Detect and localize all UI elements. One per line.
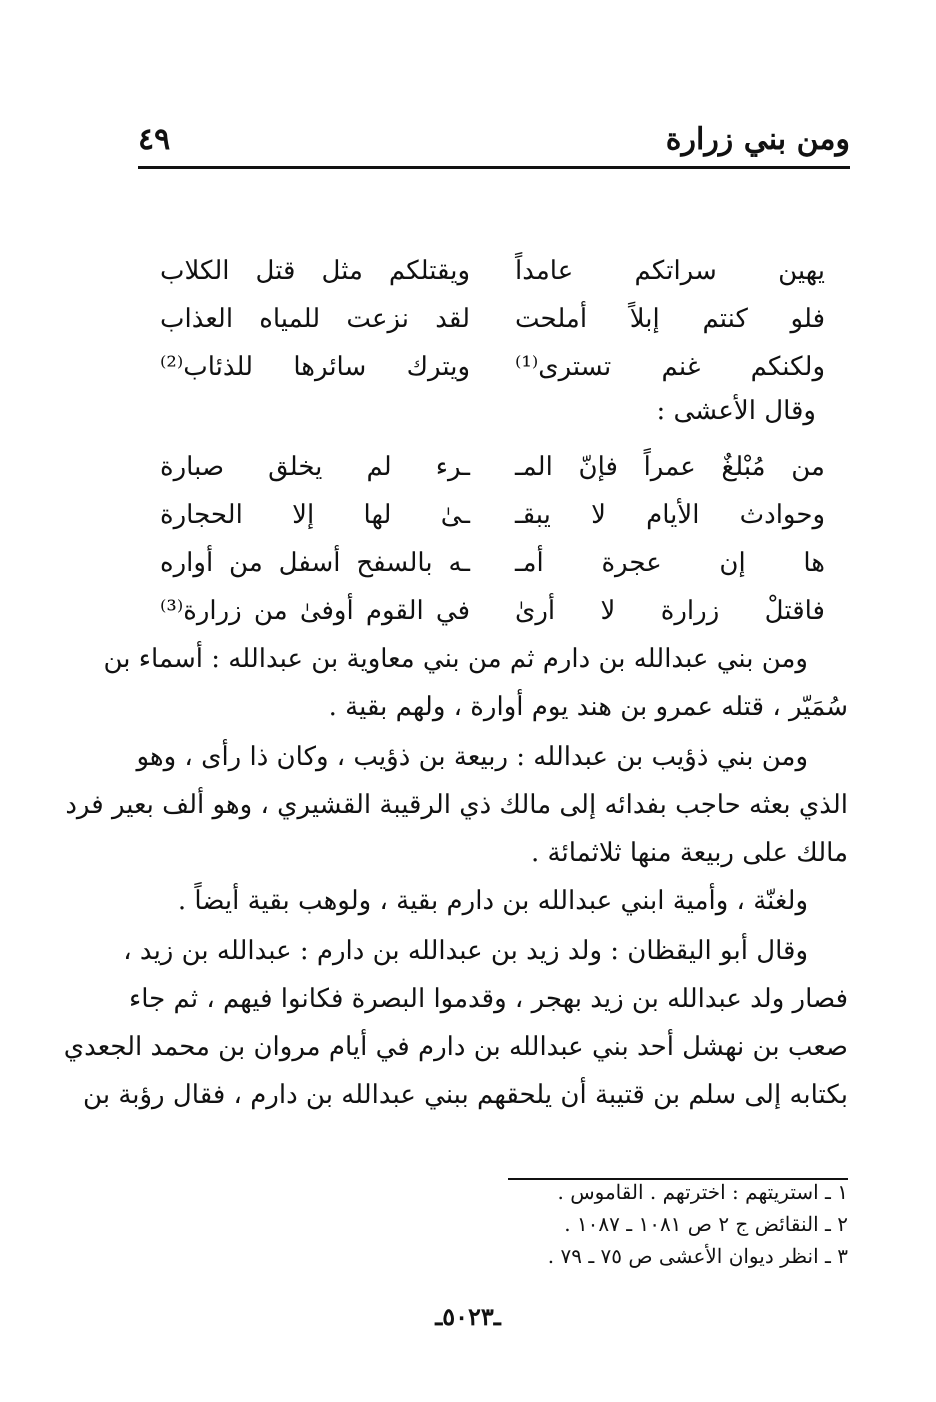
verse-first-hemistich: ها إن عجرة أمـ (515, 548, 825, 578)
prose-line: الذي بعثه حاجب بفدائه إلى مالك ذي الرقيبة القشيري ، وهو ألف بعير فرد (65, 790, 848, 820)
prose-line: سُمَيّر ، قتله عمرو بن هند يوم أوارة ، ولهم بقية . (328, 692, 848, 722)
verse-line (160, 298, 825, 344)
verse-first-hemistich: فاقتلْ زرارة لا أرىٰ (515, 596, 825, 626)
verse-second-hemistich: ويقتلكم مثل قتل الكلاب (160, 256, 470, 286)
page-header (138, 118, 850, 166)
prose-line: بكتابه إلى سلم بن قتيبة أن يلحقهم ببني عبدالله بن دارم ، فقال رؤبة بن (83, 1080, 848, 1110)
verse-first-hemistich: ولكنكم غنم تسترى⁽¹⁾ (515, 352, 825, 382)
verse-line (160, 346, 825, 392)
verse-second-hemistich: ويترك سائرها للذئاب⁽²⁾ (160, 352, 470, 382)
running-title: ومن بني زرارة (665, 122, 850, 157)
footnote: ١ ـ استريتهم : اخترتهم . القاموس . (557, 1180, 848, 1204)
verse-first-hemistich: يهين سراتكم عامداً (515, 256, 825, 286)
poem-intro: وقال الأعشى : (656, 396, 816, 426)
prose-line: ولغنّة ، وأمية ابني عبدالله بن دارم بقية ، ولوهب بقية أيضاً . (177, 886, 808, 916)
verse-second-hemistich: لقد نزعت للمياه العذاب (160, 304, 470, 334)
verse-second-hemistich: ـه بالسفح أسفل من أواره (160, 548, 470, 578)
prose-line: صعب بن نهشل أحد بني عبدالله بن دارم في أيام مروان بن محمد الجعدي (63, 1032, 848, 1062)
volume-page-number: ـ٥٠٢٣ـ (435, 1302, 501, 1331)
prose-line: وقال أبو اليقظان : ولد زيد بن عبدالله بن دارم : عبدالله بن زيد ، (123, 936, 808, 966)
prose-line: ومن بني ذؤيب بن عبدالله : ربيعة بن ذؤيب ، وكان ذا رأى ، وهو (136, 742, 808, 772)
verse-line (160, 494, 825, 540)
verse-second-hemistich: ـرء لم يخلق صبارة (160, 452, 470, 482)
prose-line: مالك على ربيعة منها ثلاثمائة . (531, 838, 848, 868)
verse-line (160, 250, 825, 296)
verse-second-hemistich: ـىٰ لها إلا الحجارة (160, 500, 470, 530)
verse-second-hemistich: في القوم أوفىٰ من زرارة⁽³⁾ (160, 596, 470, 626)
footnote: ٢ ـ النقائض ج ٢ ص ١٠٨١ ـ ١٠٨٧ . (564, 1212, 848, 1236)
verse-first-hemistich: فلو كنتم إبلاً أملحت (515, 304, 825, 334)
footnote: ٣ ـ انظر ديوان الأعشى ص ٧٥ ـ ٧٩ . (547, 1244, 848, 1268)
page-number: ٤٩ (138, 122, 171, 157)
header-rule (138, 166, 850, 169)
verse-line (160, 590, 825, 636)
verse-first-hemistich: من مُبْلغٌ عمراً فإنّ المـ (515, 452, 825, 482)
verse-line (160, 542, 825, 588)
prose-line: فصار ولد عبدالله بن زيد بهجر ، وقدموا البصرة فكانوا فيهم ، ثم جاء (129, 984, 848, 1014)
verse-line (160, 446, 825, 492)
prose-line: ومن بني عبدالله بن دارم ثم من بني معاوية بن عبدالله : أسماء بن (103, 644, 808, 674)
verse-first-hemistich: وحوادث الأيام لا يبقـ (515, 500, 825, 530)
